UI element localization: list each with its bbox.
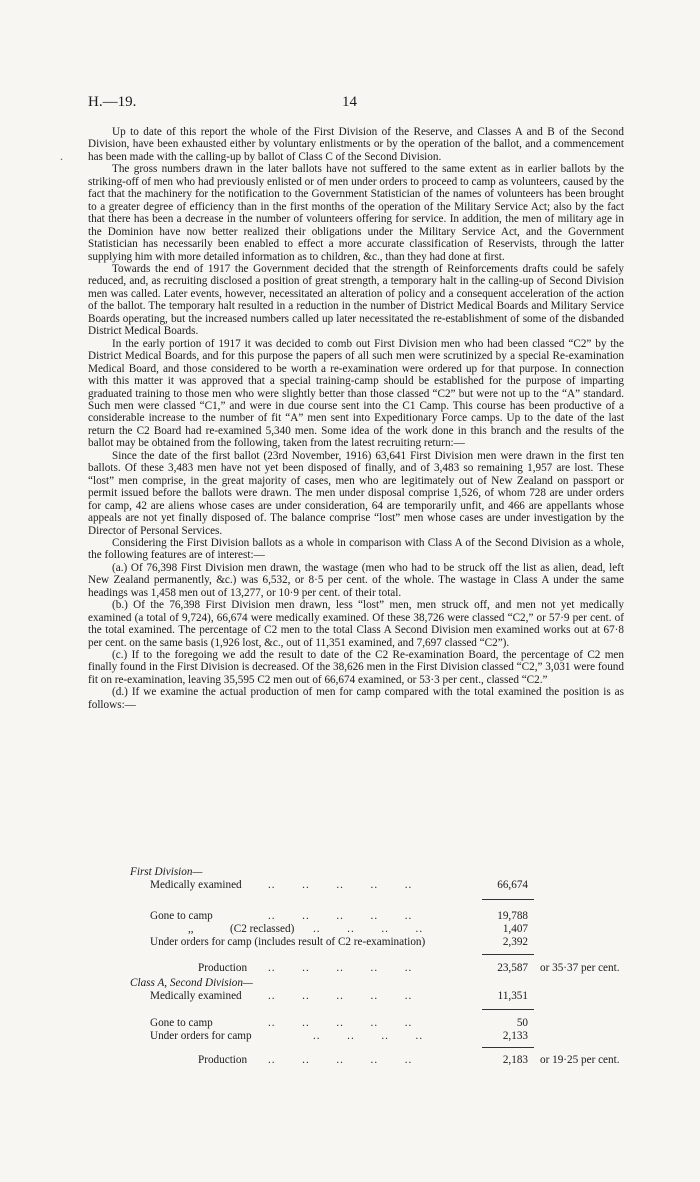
leader-dots: .. .. .. .. .. [268, 1017, 413, 1029]
percentage-note: or 35·37 per cent. [540, 962, 620, 974]
row-value: 2,392 [502, 936, 528, 948]
class-a-heading: Class A, Second Division— [130, 977, 253, 989]
leader-dots: .. .. .. .. .. [268, 879, 413, 891]
first-division-heading-row [88, 866, 628, 879]
row-value: 11,351 [497, 990, 528, 1002]
table-row [88, 879, 628, 892]
divider [482, 1009, 534, 1010]
row-label: Gone to camp [150, 910, 213, 922]
row-label: Under orders for camp (includes result of C2 re-examination) [150, 936, 426, 948]
row-label: Medically examined [150, 879, 242, 891]
row-value: 50 [516, 1017, 528, 1029]
item-d: (d.) If we examine the actual production of men for camp compared with the total examined the position is as follows:— [88, 686, 624, 711]
paragraph-reserve-exhausted: Up to date of this report the whole of the First Division of the Reserve, and Classes A and B of the Second Division, have been exhausted either by voluntary enlistments or by the operation of the ballot, and a commencement has been made with the calling-up by ballot of Class C of the Second Division. [88, 126, 624, 163]
paragraph-c2-comb-out: In the early portion of 1917 it was decided to comb out First Division men who had been classed “C2” by the District Medical Boards, and for this purpose the papers of all such men were scrutinized by a special Re-examination Medical Board, and those considered to be worth a re-examination were ordered up for that purpose. In connection with this matter it was approved that a special training-camp should be established for the purpose of imparting graduated training to those men who were slightly better than those classed “C2” but were not up to the “A” standard. Such men were classed “C1,” and were in due course sent into the C1 Camp. This course has been productive of a considerable increase to the number of fit “A” men sent into Expeditionary Force camps. Up to the date of the last return the C2 Board had re-examined 5,340 men. Some idea of the work done in this branch and the results of the ballot may be obtained from the following, taken from the latest recruiting return:— [88, 337, 624, 450]
row-label: Gone to camp [150, 1017, 213, 1029]
paragraph-reinforcements: Towards the end of 1917 the Government decided that the strength of Reinforcements drafts could be safely reduced, and, as recruiting disclosed a position of great strength, a temporary halt in the calling-up of Second Division men was called. Later events, however, necessitated an alteration of policy and a consequent acceleration of the action of the ballot. The temporary halt resulted in a reduction in the number of District Medical Boards and Military Service Boards operating, but the increased numbers called up later necessitated the re-establishment of some of the disbanded District Medical Boards. [88, 262, 624, 338]
row-value: 1,407 [502, 923, 528, 935]
row-value: 2,183 [502, 1054, 528, 1066]
row-label: Medically examined [150, 990, 242, 1002]
divider [482, 899, 534, 900]
margin-mark: . [60, 149, 63, 163]
paragraph-first-ballot: Since the date of the first ballot (23rd November, 1916) 63,641 First Division men were drawn in the first ten ballots. Of these 3,483 men have not yet been disposed of finally, and of 3,483 so remaining 1,957 are lost. These “lost” men comprise, in the great majority of cases, men who are legitimately out of New Zealand on passport or permit issued before the ballots were drawn. The men under disposal comprise 1,526, of whom 728 are under orders for camp, 42 are aliens whose cases are under consideration, 64 are temporarily unfit, and 466 are appellants whose appeals are not yet finally disposed of. The balance comprise “lost” men whose cases are under investigation by the Director of Personal Services. [88, 449, 624, 537]
table-row [88, 936, 628, 949]
page-header [88, 94, 630, 114]
table-row [88, 1017, 628, 1030]
item-b: (b.) Of the 76,398 First Division men drawn, less “lost” men, men struck off, and men not yet medically examined (a total of 9,724), 66,674 were medically examined. Of these 38,726 were classed “C2,” or 57·9 per cent. of the total examined. The percentage of C2 men to the total Class A Second Division men examined works out at 67·8 per cent. on the same basis (1,926 lost, &c., out of 11,351 examined, and 7,697 classed “C2”). [88, 599, 624, 649]
percentage-note: or 19·25 per cent. [540, 1054, 620, 1066]
table-row [88, 923, 628, 936]
paragraph-considering: Considering the First Division ballots as a whole in comparison with Class A of the Second Division as a whole, the following features are of interest:— [88, 536, 624, 562]
item-a: (a.) Of 76,398 First Division men drawn, the wastage (men who had to be struck off the list as alien, dead, left New Zealand permanently, &c.) was 6,532, or 8·5 per cent. of the whole. The wastage in Class A under the same headings was 1,458 men out of 13,277, or 10·9 per cent. of their total. [88, 561, 624, 599]
item-c: (c.) If to the foregoing we add the result to date of the C2 Re-examination Board, the percentage of C2 men finally found in the First Division is decreased. Of the 38,626 men in the First Division classed “C2,” 3,031 were found fit on re-examination, leaving 35,595 C2 men out of 66,674 examined, or 53·3 per cent., classed “C2.” [88, 649, 624, 686]
table-row [88, 1054, 628, 1067]
leader-dots: .. .. .. .. [313, 1030, 424, 1042]
row-value: 2,133 [502, 1030, 528, 1042]
page-number: 14 [342, 94, 357, 110]
row-label: Production [198, 1054, 248, 1066]
leader-dots: .. .. .. .. [313, 923, 424, 935]
report-reference: H.—19. [88, 94, 137, 110]
leader-dots: .. .. .. .. .. [268, 1054, 413, 1066]
table-row [88, 962, 628, 975]
production-table [88, 866, 628, 1166]
row-label: Production [198, 962, 248, 974]
leader-dots: .. .. .. .. .. [268, 910, 413, 922]
leader-dots: .. .. .. .. .. [268, 990, 413, 1002]
row-label: Under orders for camp [150, 1030, 252, 1042]
table-row [88, 990, 628, 1003]
row-value: 19,788 [497, 910, 528, 922]
table-row [88, 910, 628, 923]
ditto-mark: ,, [188, 923, 194, 935]
row-value: 23,587 [497, 962, 528, 974]
paragraph-gross-numbers: The gross numbers drawn in the later ballots have not suffered to the same extent as in earlier ballots by the striking-off of men who had previously enlisted or of men under orders to proceed to camp as volunteers, caused by the fact that the machinery for the notification to the Government Statistician of the names of volunteers has been brought to a greater degree of efficiency than in the first months of the operation of the Military Service Act; also by the fact that there has been a decrease in the number of volunteers offering for service. In addition, the men of military age in the Dominion have now better realized their obligations under the Military Service Act, and the Government Statistician has necessarily been enabled to effect a more accurate classification of Reservists, through the latter supplying him with more detailed information as to children, &c., than they had done at first. [88, 163, 624, 263]
divider [482, 1047, 534, 1048]
row-label: (C2 reclassed) [230, 923, 295, 935]
body-text [88, 126, 624, 711]
class-a-heading-row [88, 977, 628, 990]
divider [482, 954, 534, 955]
first-division-heading: First Division— [130, 866, 203, 878]
table-row [88, 1030, 628, 1043]
leader-dots: .. .. .. .. .. [268, 962, 413, 974]
row-value: 66,674 [497, 879, 528, 891]
